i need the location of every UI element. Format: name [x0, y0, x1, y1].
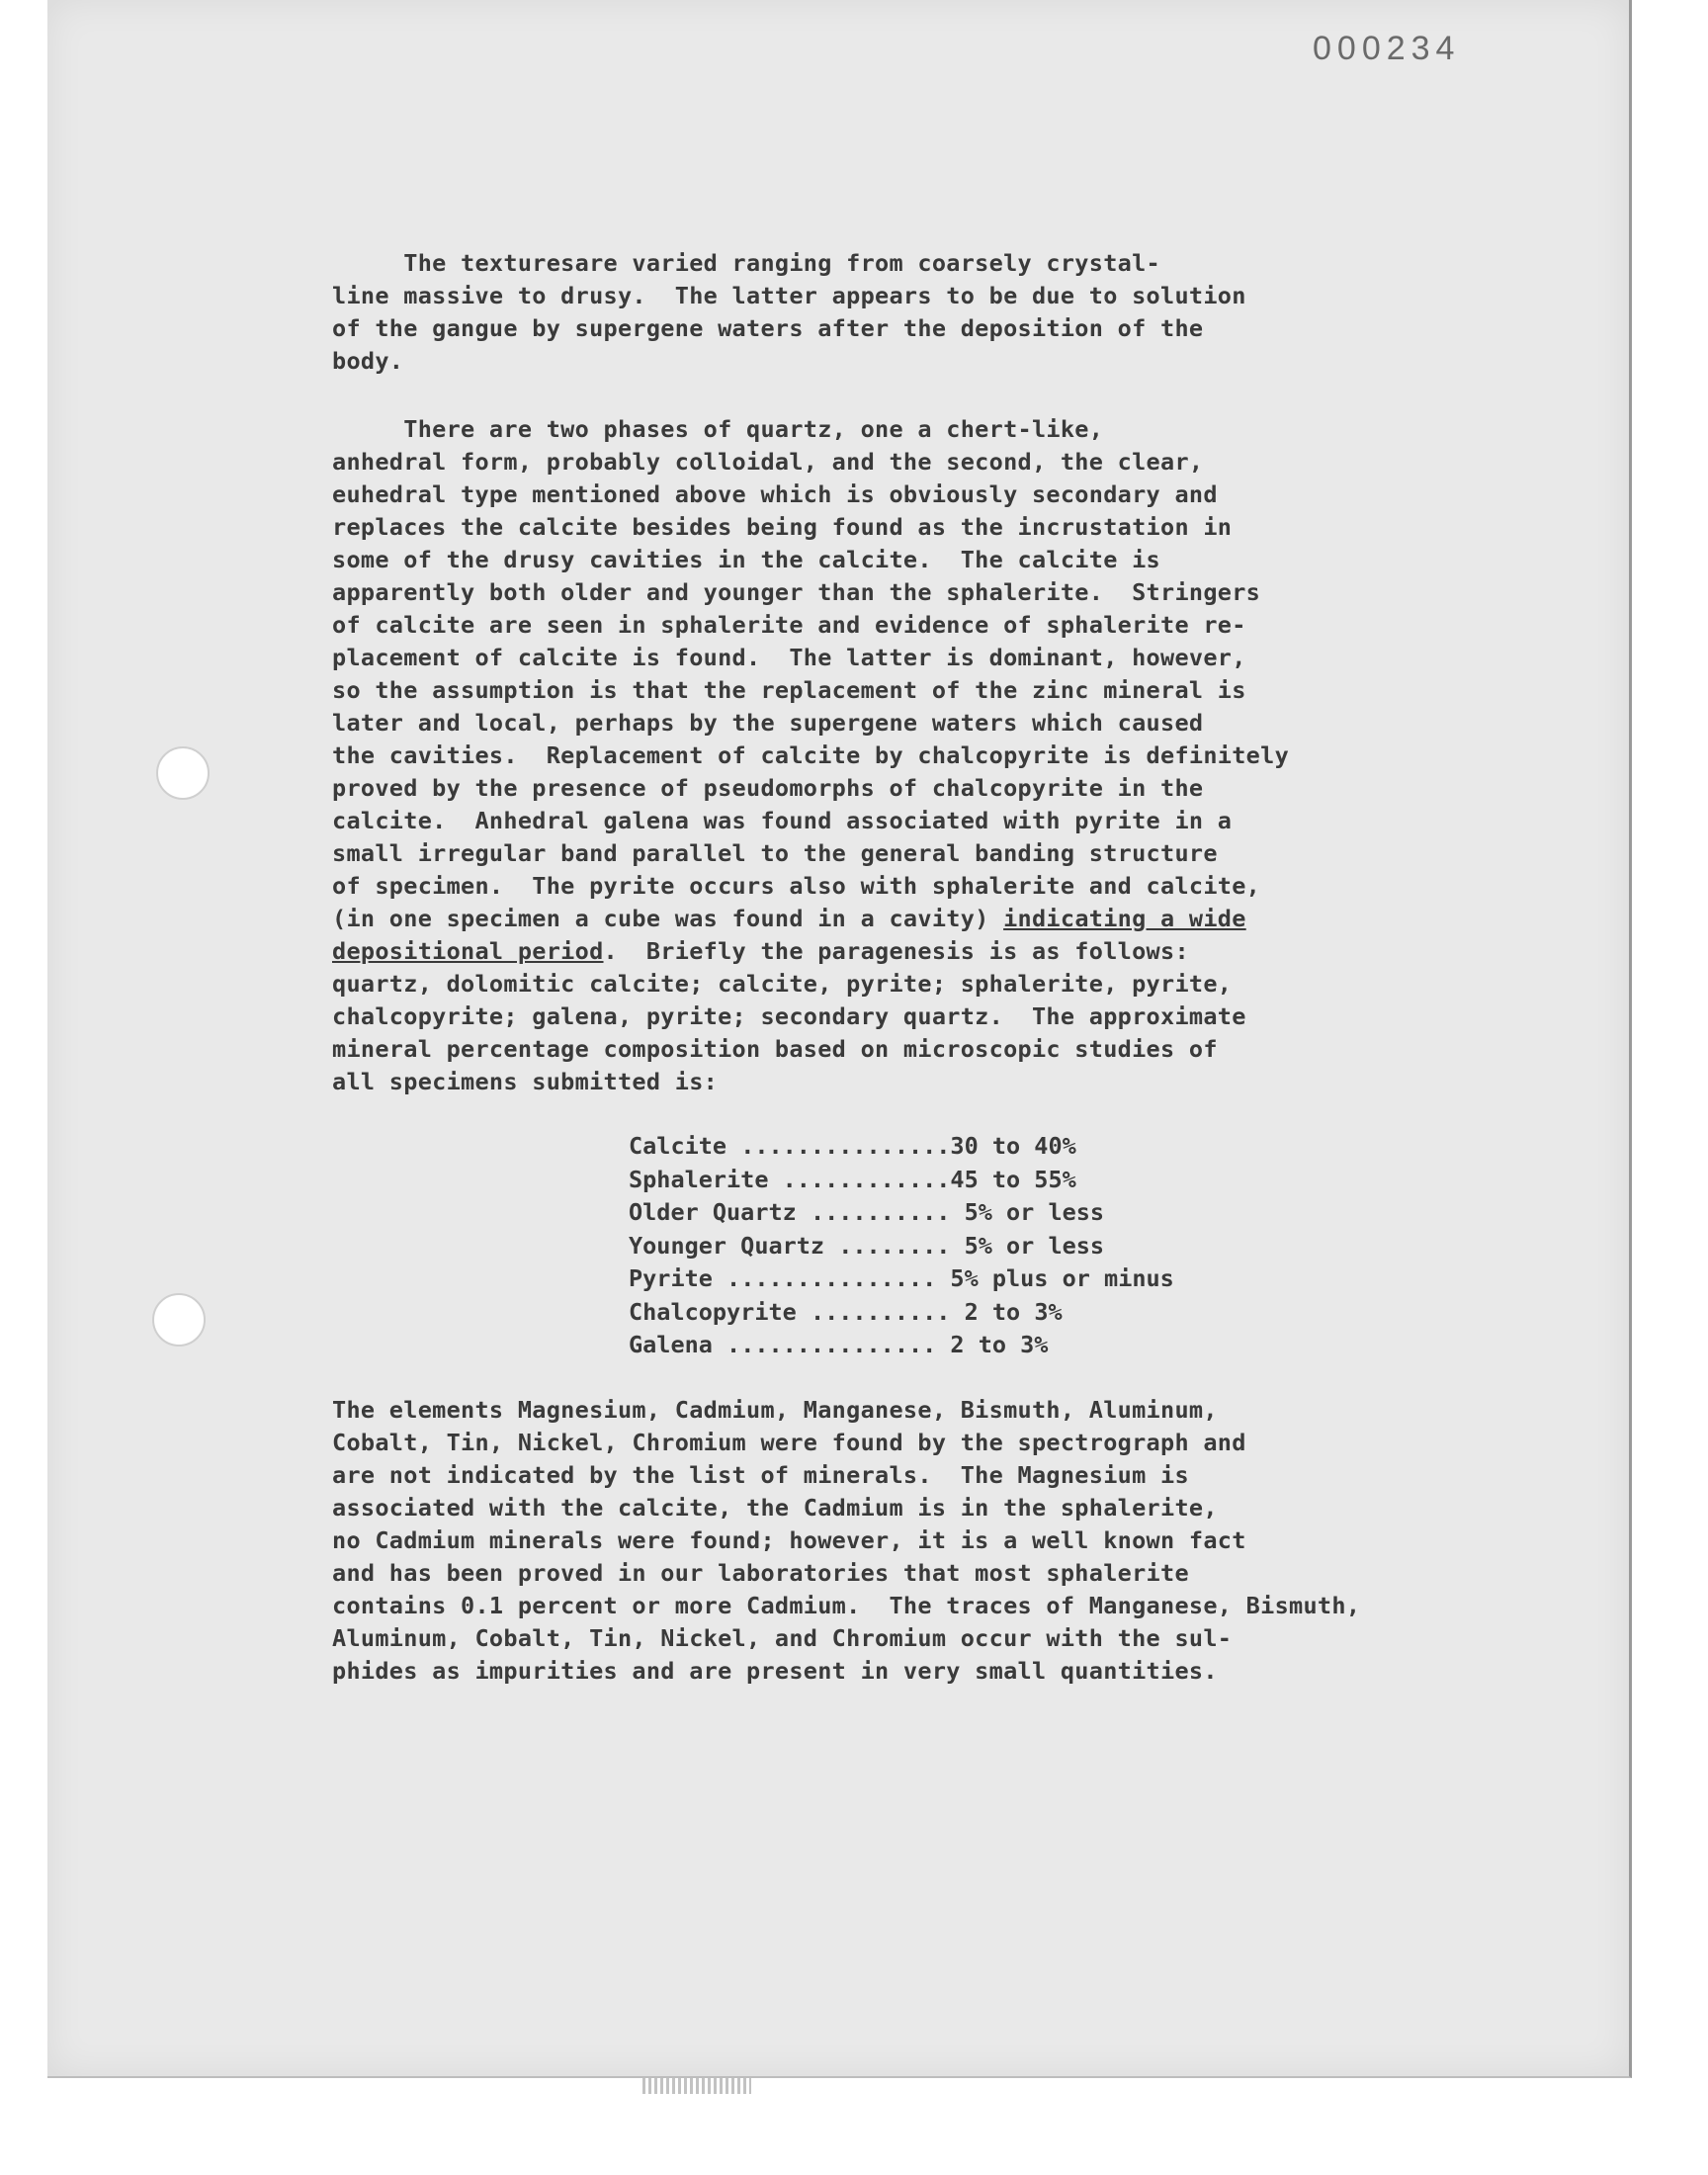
- mineral-percentage: 45 to 55%: [950, 1165, 1076, 1193]
- leader-dots: ...............: [726, 1264, 951, 1292]
- text-line: There are two phases of quartz, one a chert-like,: [332, 415, 1104, 443]
- text-line: the cavities. Replacement of calcite by chalcopyrite is definitely: [332, 741, 1290, 769]
- mineral-composition-list: [629, 1130, 1174, 1362]
- paragraph-textures: [332, 247, 1518, 378]
- mineral-name: Older Quartz: [629, 1198, 811, 1226]
- mineral-percentage: 2 to 3%: [950, 1331, 1049, 1358]
- text-line: so the assumption is that the replacement of the zinc mineral is: [332, 676, 1246, 704]
- text-line: of the gangue by supergene waters after the deposition of the: [332, 314, 1204, 342]
- mineral-name: Chalcopyrite: [629, 1297, 811, 1326]
- mineral-percentage: 5% or less: [964, 1231, 1105, 1260]
- text-line: mineral percentage composition based on microscopic studies of: [332, 1035, 1218, 1063]
- mineral-percentage: 30 to 40%: [950, 1132, 1076, 1160]
- leader-dots: ..........: [810, 1297, 965, 1326]
- serial-number: 000234: [1313, 30, 1461, 67]
- underlined-text: indicating a wide: [1003, 905, 1246, 932]
- leader-dots: ............: [782, 1165, 951, 1193]
- text-line: Aluminum, Cobalt, Tin, Nickel, and Chromium occur with the sul-: [332, 1624, 1233, 1652]
- mineral-row: [629, 1196, 1174, 1230]
- text-fragment: . Briefly the paragenesis is as follows:: [603, 937, 1189, 965]
- text-line: phides as impurities and are present in very small quantities.: [332, 1657, 1218, 1685]
- scan-artifact: [642, 2078, 751, 2094]
- mineral-row: [629, 1164, 1174, 1197]
- text-line: The elements Magnesium, Cadmium, Manganese, Bismuth, Aluminum,: [332, 1396, 1218, 1424]
- text-line: quartz, dolomitic calcite; calcite, pyrite; sphalerite, pyrite,: [332, 970, 1233, 998]
- text-line: The texturesare varied ranging from coarsely crystal-: [332, 249, 1160, 277]
- mineral-name: Sphalerite: [629, 1165, 783, 1193]
- text-line: calcite. Anhedral galena was found associated with pyrite in a: [332, 807, 1233, 834]
- text-line: some of the drusy cavities in the calcite. The calcite is: [332, 546, 1160, 573]
- leader-dots: ...............: [740, 1132, 951, 1160]
- text-line: all specimens submitted is:: [332, 1068, 719, 1095]
- text-line: associated with the calcite, the Cadmium is in the sphalerite,: [332, 1494, 1218, 1522]
- text-line: body.: [332, 347, 404, 375]
- text-line: placement of calcite is found. The latter is dominant, however,: [332, 644, 1246, 671]
- mineral-percentage: 5% or less: [964, 1198, 1105, 1226]
- text-line: contains 0.1 percent or more Cadmium. The traces of Manganese, Bismuth,: [332, 1592, 1361, 1619]
- text-line: [332, 903, 1518, 935]
- mineral-name: Younger Quartz: [629, 1231, 839, 1260]
- text-line: proved by the presence of pseudomorphs of chalcopyrite in the: [332, 774, 1204, 802]
- mineral-name: Pyrite: [629, 1264, 727, 1292]
- text-line: Cobalt, Tin, Nickel, Chromium were found by the spectrograph and: [332, 1429, 1246, 1456]
- mineral-percentage: 5% plus or minus: [950, 1264, 1174, 1292]
- punch-hole: [156, 746, 210, 800]
- mineral-row: [629, 1230, 1174, 1263]
- mineral-name: Calcite: [629, 1132, 741, 1160]
- text-line: replaces the calcite besides being found as the incrustation in: [332, 513, 1233, 541]
- text-line: chalcopyrite; galena, pyrite; secondary quartz. The approximate: [332, 1002, 1246, 1030]
- text-line: later and local, perhaps by the supergene waters which caused: [332, 709, 1204, 737]
- leader-dots: ...............: [726, 1331, 951, 1358]
- mineral-name: Galena: [629, 1331, 727, 1358]
- text-line: of calcite are seen in sphalerite and evidence of sphalerite re-: [332, 611, 1246, 639]
- mineral-row: [629, 1130, 1174, 1164]
- mineral-row: [629, 1296, 1174, 1330]
- document-page: [47, 0, 1632, 2078]
- text-line: line massive to drusy. The latter appears to be due to solution: [332, 282, 1246, 309]
- mineral-row: [629, 1329, 1174, 1362]
- mineral-percentage: 2 to 3%: [964, 1297, 1063, 1326]
- text-line: are not indicated by the list of minerals. The Magnesium is: [332, 1461, 1189, 1489]
- text-line: no Cadmium minerals were found; however, it is a well known fact: [332, 1526, 1246, 1554]
- text-line: of specimen. The pyrite occurs also with sphalerite and calcite,: [332, 872, 1261, 900]
- punch-hole: [152, 1293, 206, 1347]
- leader-dots: ..........: [810, 1198, 965, 1226]
- text-line: and has been proved in our laboratories that most sphalerite: [332, 1559, 1189, 1587]
- leader-dots: ........: [838, 1231, 965, 1260]
- text-line: anhedral form, probably colloidal, and the second, the clear,: [332, 448, 1204, 476]
- underlined-text: depositional period: [332, 937, 604, 965]
- text-line: small irregular band parallel to the general banding structure: [332, 839, 1218, 867]
- text-fragment: (in one specimen a cube was found in a cavity): [332, 905, 1004, 932]
- paragraph-elements: [332, 1394, 1518, 1688]
- text-line: apparently both older and younger than the sphalerite. Stringers: [332, 578, 1261, 606]
- mineral-row: [629, 1262, 1174, 1296]
- paragraph-quartz-phases: [332, 413, 1518, 1098]
- text-line: euhedral type mentioned above which is obviously secondary and: [332, 480, 1218, 508]
- text-line: [332, 935, 1518, 968]
